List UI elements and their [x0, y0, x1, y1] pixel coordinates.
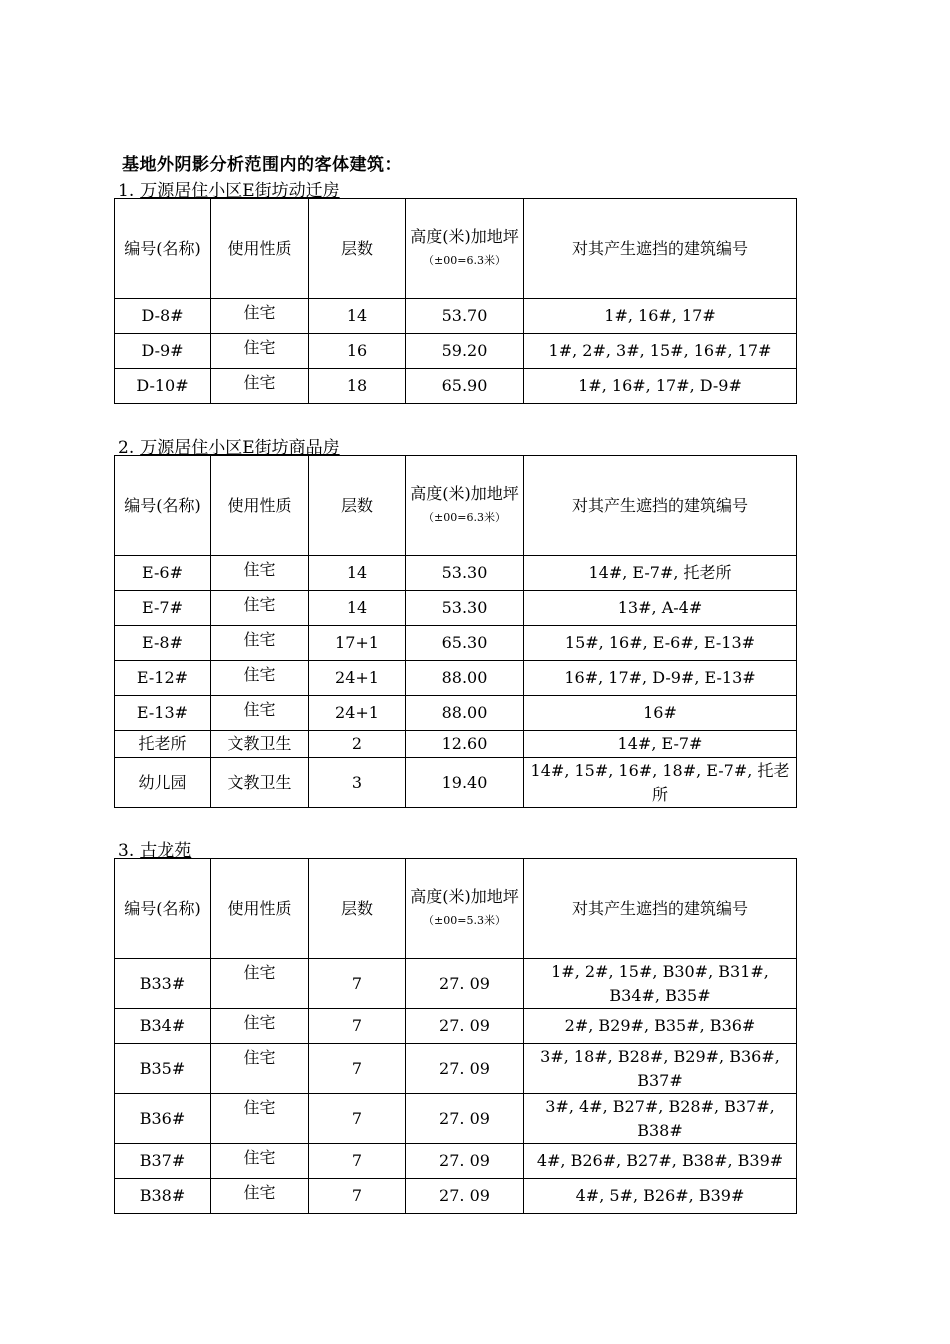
- buildings-table-2: [114, 455, 797, 808]
- cell-use: 住宅: [211, 1044, 309, 1094]
- header-row: [115, 859, 797, 959]
- cell-shading: 1#, 16#, 17#, D-9#: [524, 369, 797, 404]
- cell-shading: 16#, 17#, D-9#, E-13#: [524, 661, 797, 696]
- cell-floors: 24+1: [309, 661, 406, 696]
- header-height: [406, 859, 524, 959]
- table-row: [115, 959, 797, 1009]
- cell-floors: 14: [309, 591, 406, 626]
- cell-height: 53.70: [406, 299, 524, 334]
- cell-shading: 2#, B29#, B35#, B36#: [524, 1009, 797, 1044]
- header-height-note: （±00=6.3米）: [423, 254, 506, 267]
- header-shading: 对其产生遮挡的建筑编号: [524, 456, 797, 556]
- header-row: [115, 199, 797, 299]
- cell-use: 文教卫生: [211, 758, 309, 808]
- cell-floors: 7: [309, 1179, 406, 1214]
- cell-height: 88.00: [406, 696, 524, 731]
- section-number: 2.: [118, 438, 135, 458]
- table-row: [115, 299, 797, 334]
- cell-id: 托老所: [115, 731, 211, 758]
- cell-shading: 1#, 2#, 3#, 15#, 16#, 17#: [524, 334, 797, 369]
- cell-height: 27. 09: [406, 1044, 524, 1094]
- cell-shading: 1#, 2#, 15#, B30#, B31#, B34#, B35#: [524, 959, 797, 1009]
- cell-height: 19.40: [406, 758, 524, 808]
- cell-use: 住宅: [211, 696, 309, 731]
- cell-shading: 14#, 15#, 16#, 18#, E-7#, 托老所: [524, 758, 797, 808]
- section-name: 古龙苑: [140, 841, 192, 861]
- table-row: [115, 1179, 797, 1214]
- cell-id: E-12#: [115, 661, 211, 696]
- table-row: [115, 556, 797, 591]
- cell-floors: 17+1: [309, 626, 406, 661]
- cell-floors: 7: [309, 1144, 406, 1179]
- header-height-note: （±00=6.3米）: [423, 511, 506, 524]
- cell-shading: 14#, E-7#: [524, 731, 797, 758]
- page-title: 基地外阴影分析范围内的客体建筑：: [122, 155, 402, 175]
- cell-floors: 14: [309, 299, 406, 334]
- cell-shading: 15#, 16#, E-6#, E-13#: [524, 626, 797, 661]
- header-id: 编号(名称): [115, 456, 211, 556]
- cell-use: 住宅: [211, 959, 309, 1009]
- header-use: 使用性质: [211, 199, 309, 299]
- table-row: [115, 1144, 797, 1179]
- header-shading: 对其产生遮挡的建筑编号: [524, 199, 797, 299]
- cell-height: 59.20: [406, 334, 524, 369]
- table-row: [115, 1009, 797, 1044]
- buildings-table-1: [114, 198, 797, 404]
- cell-use: 住宅: [211, 591, 309, 626]
- section-number: 3.: [118, 841, 135, 861]
- header-height: [406, 199, 524, 299]
- table-row: [115, 696, 797, 731]
- cell-id: B34#: [115, 1009, 211, 1044]
- cell-floors: 7: [309, 1094, 406, 1144]
- cell-use: 住宅: [211, 626, 309, 661]
- section-name: 万源居住小区E街坊商品房: [140, 438, 340, 458]
- cell-height: 27. 09: [406, 1179, 524, 1214]
- table-row: [115, 1094, 797, 1144]
- table-row: [115, 731, 797, 758]
- cell-height: 53.30: [406, 591, 524, 626]
- cell-id: E-7#: [115, 591, 211, 626]
- cell-height: 27. 09: [406, 1094, 524, 1144]
- cell-use: 住宅: [211, 661, 309, 696]
- cell-shading: 13#, A-4#: [524, 591, 797, 626]
- header-use: 使用性质: [211, 859, 309, 959]
- header-height-label: 高度(米)加地坪: [410, 227, 519, 246]
- cell-id: B33#: [115, 959, 211, 1009]
- cell-use: 住宅: [211, 556, 309, 591]
- cell-shading: 3#, 4#, B27#, B28#, B37#, B38#: [524, 1094, 797, 1144]
- cell-shading: 4#, B26#, B27#, B38#, B39#: [524, 1144, 797, 1179]
- cell-id: E-8#: [115, 626, 211, 661]
- header-row: [115, 456, 797, 556]
- cell-floors: 7: [309, 1009, 406, 1044]
- header-height-label: 高度(米)加地坪: [410, 484, 519, 503]
- cell-use: 住宅: [211, 334, 309, 369]
- section-name: 万源居住小区E街坊动迁房: [140, 181, 340, 201]
- cell-use: 住宅: [211, 1009, 309, 1044]
- cell-height: 27. 09: [406, 959, 524, 1009]
- cell-id: B36#: [115, 1094, 211, 1144]
- table-row: [115, 1044, 797, 1094]
- buildings-table-3: [114, 858, 797, 1214]
- cell-floors: 3: [309, 758, 406, 808]
- cell-floors: 16: [309, 334, 406, 369]
- table-row: [115, 334, 797, 369]
- header-floors: 层数: [309, 859, 406, 959]
- cell-use: 住宅: [211, 1094, 309, 1144]
- header-floors: 层数: [309, 199, 406, 299]
- cell-use: 住宅: [211, 1144, 309, 1179]
- cell-id: D-8#: [115, 299, 211, 334]
- cell-shading: 3#, 18#, B28#, B29#, B36#, B37#: [524, 1044, 797, 1094]
- table-row: [115, 369, 797, 404]
- cell-use: 文教卫生: [211, 731, 309, 758]
- header-height-note: （±00=5.3米）: [423, 914, 506, 927]
- cell-shading: 4#, 5#, B26#, B39#: [524, 1179, 797, 1214]
- cell-id: D-10#: [115, 369, 211, 404]
- cell-id: B38#: [115, 1179, 211, 1214]
- table-row: [115, 758, 797, 808]
- cell-floors: 7: [309, 959, 406, 1009]
- cell-use: 住宅: [211, 1179, 309, 1214]
- header-id: 编号(名称): [115, 199, 211, 299]
- cell-floors: 7: [309, 1044, 406, 1094]
- cell-floors: 14: [309, 556, 406, 591]
- table-row: [115, 626, 797, 661]
- cell-floors: 18: [309, 369, 406, 404]
- cell-height: 27. 09: [406, 1009, 524, 1044]
- cell-id: D-9#: [115, 334, 211, 369]
- cell-height: 12.60: [406, 731, 524, 758]
- cell-id: E-13#: [115, 696, 211, 731]
- cell-id: E-6#: [115, 556, 211, 591]
- cell-height: 88.00: [406, 661, 524, 696]
- cell-use: 住宅: [211, 299, 309, 334]
- cell-use: 住宅: [211, 369, 309, 404]
- cell-floors: 2: [309, 731, 406, 758]
- table-row: [115, 661, 797, 696]
- cell-id: B37#: [115, 1144, 211, 1179]
- header-id: 编号(名称): [115, 859, 211, 959]
- cell-height: 65.30: [406, 626, 524, 661]
- cell-id: 幼儿园: [115, 758, 211, 808]
- header-use: 使用性质: [211, 456, 309, 556]
- cell-shading: 16#: [524, 696, 797, 731]
- cell-shading: 1#, 16#, 17#: [524, 299, 797, 334]
- header-shading: 对其产生遮挡的建筑编号: [524, 859, 797, 959]
- header-height: [406, 456, 524, 556]
- cell-height: 27. 09: [406, 1144, 524, 1179]
- table-row: [115, 591, 797, 626]
- cell-id: B35#: [115, 1044, 211, 1094]
- cell-shading: 14#, E-7#, 托老所: [524, 556, 797, 591]
- cell-floors: 24+1: [309, 696, 406, 731]
- cell-height: 53.30: [406, 556, 524, 591]
- header-floors: 层数: [309, 456, 406, 556]
- header-height-label: 高度(米)加地坪: [410, 887, 519, 906]
- cell-height: 65.90: [406, 369, 524, 404]
- section-number: 1.: [118, 181, 135, 201]
